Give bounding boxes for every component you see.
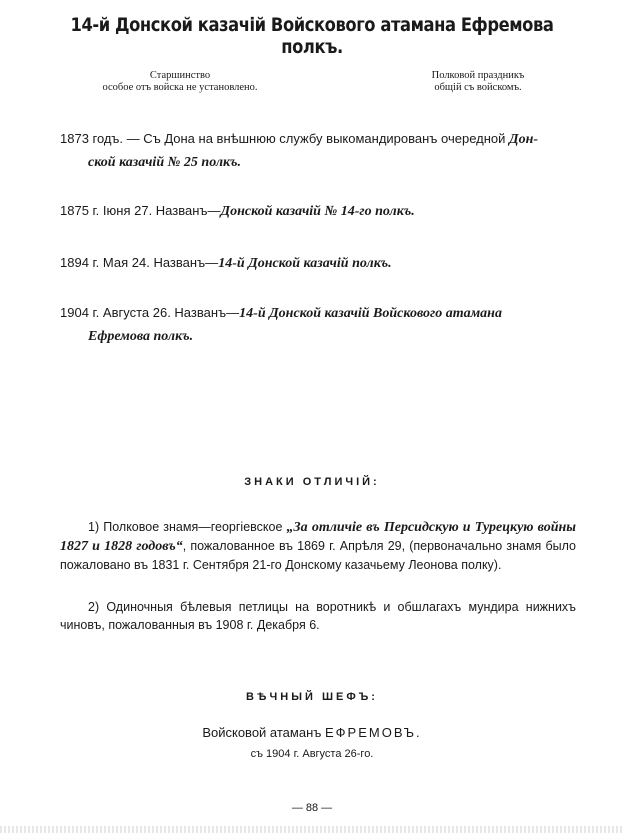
scan-edge-divider: [0, 826, 624, 833]
page-title: 14-й Донской казачій Войскового атамана Ефремова полкъ.: [70, 14, 554, 58]
chief-date: съ 1904 г. Августа 26-го.: [250, 748, 374, 760]
history-entry-1904: [60, 301, 580, 348]
entry-text: 1875 г. Іюня 27. Названъ—: [60, 203, 221, 218]
history-entry-1875: [60, 199, 580, 223]
holiday-line-2: общій съ войскомъ.: [434, 82, 522, 93]
entry-italic: 14-й Донской казачій Войскового атамана: [239, 306, 502, 321]
page-number: — 88 —: [291, 802, 333, 814]
history-entry-1873: [60, 127, 580, 174]
distinction-1-rest: , пожалованное въ 1869 г. Апрѣля 29, (первоначально знамя было пожаловано въ 1831 г. Сентября 21-го Донскому казачьему Леонова полку).: [60, 539, 576, 572]
entry-italic: Дон-: [509, 132, 539, 147]
distinction-2: 2) Одиночныя бѣлевыя петлицы на воротникѣ и обшлагахъ мундира нижнихъ чиновъ, пожалованныя въ 1908 г. Декабря 6.: [60, 600, 576, 632]
seniority-line-1: Старшинство: [149, 70, 211, 81]
entry-text: 1873 годъ. — Съ Дона на внѣшнюю службу выкомандированъ очередной: [60, 131, 510, 146]
distinction-1-prefix: 1) Полковое знамя—георгіевское: [88, 520, 287, 534]
chief-name: ЕФРЕМОВЪ.: [324, 725, 422, 740]
entry-text: 1904 г. Августа 26. Названъ—: [60, 305, 240, 320]
history-entry-1894: [60, 251, 580, 275]
chief-line: [0, 725, 624, 740]
entry-italic: Донской казачій № 14-го полкъ.: [220, 204, 415, 219]
entry-continuation: Ефремова полкъ.: [88, 329, 194, 344]
chief-prefix: Войсковой атаманъ: [202, 725, 325, 740]
holiday-line-1: Полковой праздникъ: [431, 70, 525, 81]
holiday-note: [398, 70, 558, 94]
seniority-note: [90, 70, 270, 94]
seniority-line-2: особое отъ войска не установлено.: [102, 82, 258, 93]
entry-continuation: ской казачій № 25 полкъ.: [88, 155, 242, 170]
entry-italic: 14-й Донской казачій полкъ.: [218, 256, 392, 271]
chief-heading: ВѢЧНЫЙ ШЕФЪ:: [246, 691, 378, 703]
entry-text: 1894 г. Мая 24. Названъ—: [60, 255, 219, 270]
distinction-1-italic: „За отличіе въ Персидскую и Турецкую войны 1827 и 1828 годовъ“: [60, 520, 576, 554]
distinction-1: [60, 518, 576, 574]
distinctions-heading: ЗНАКИ ОТЛИЧІЙ:: [244, 476, 380, 488]
